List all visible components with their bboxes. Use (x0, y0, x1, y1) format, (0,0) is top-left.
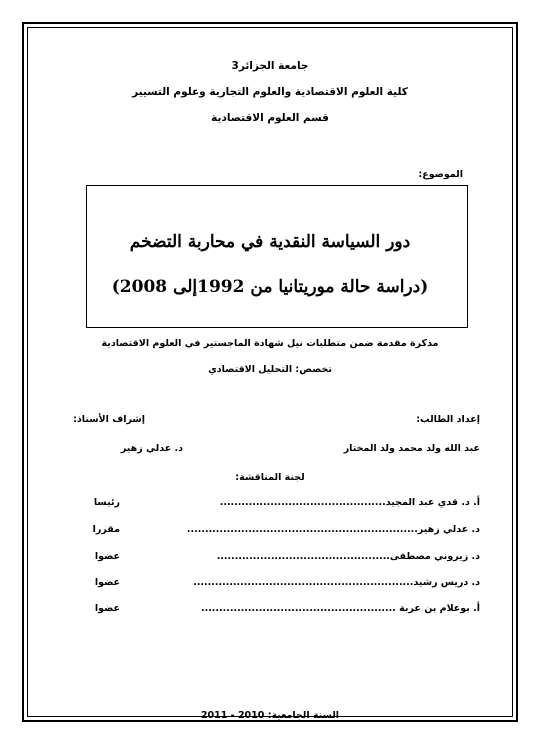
committee-title: لجنة المناقشة: (235, 472, 305, 483)
academic-year: السنة الجامعية: 2010 - 2011 (200, 710, 340, 721)
subject-label: الموضوع: (418, 169, 463, 180)
supervisor-label: إشراف الأستاذ: (73, 414, 145, 425)
department-name: قسم العلوم الاقتصادية (211, 112, 329, 124)
university-name: جامعة الجزائر3 (231, 60, 309, 72)
committee-member-role: عضوا (94, 577, 120, 588)
committee-member-name: أ. بوعلام بن عربة ...................................................... (200, 603, 480, 614)
committee-member-role: رئيسا (93, 497, 120, 508)
memo-note: مذكرة مقدمة ضمن متطلبات نيل شهادة الماجستير في العلوم الاقتصادية (101, 338, 439, 349)
thesis-title-line2: (دراسة حالة موريتانيا من 1992إلى 2008) (111, 277, 429, 297)
title-box (86, 185, 468, 328)
prepared-by-label: إعداد الطالب: (416, 414, 480, 425)
committee-member-name: د. عدلي زهير................................................................ (186, 524, 480, 535)
committee-member-role: عضوا (94, 603, 120, 614)
supervisor-name: د. عدلي زهير (120, 443, 183, 454)
committee-member-name: أ. د. قدي عبد المجيد.............................................. (219, 497, 480, 508)
committee-member-role: عضوا (94, 551, 120, 562)
specialty: تخصص: التحليل الاقتصادي (208, 364, 332, 375)
faculty-name: كلية العلوم الاقتصادية والعلوم التجارية وعلوم التسيير (132, 86, 408, 98)
committee-member-name: د. دريس رشيد............................................................. (193, 577, 480, 588)
student-name: عبد الله ولد محمد ولد المختار (343, 443, 480, 454)
thesis-title-line1: دور السياسة النقدية في محاربة التضخم (129, 232, 411, 252)
committee-member-role: مقررا (92, 524, 120, 535)
committee-member-name: د. زيروني مصطفى................................................ (216, 551, 480, 562)
